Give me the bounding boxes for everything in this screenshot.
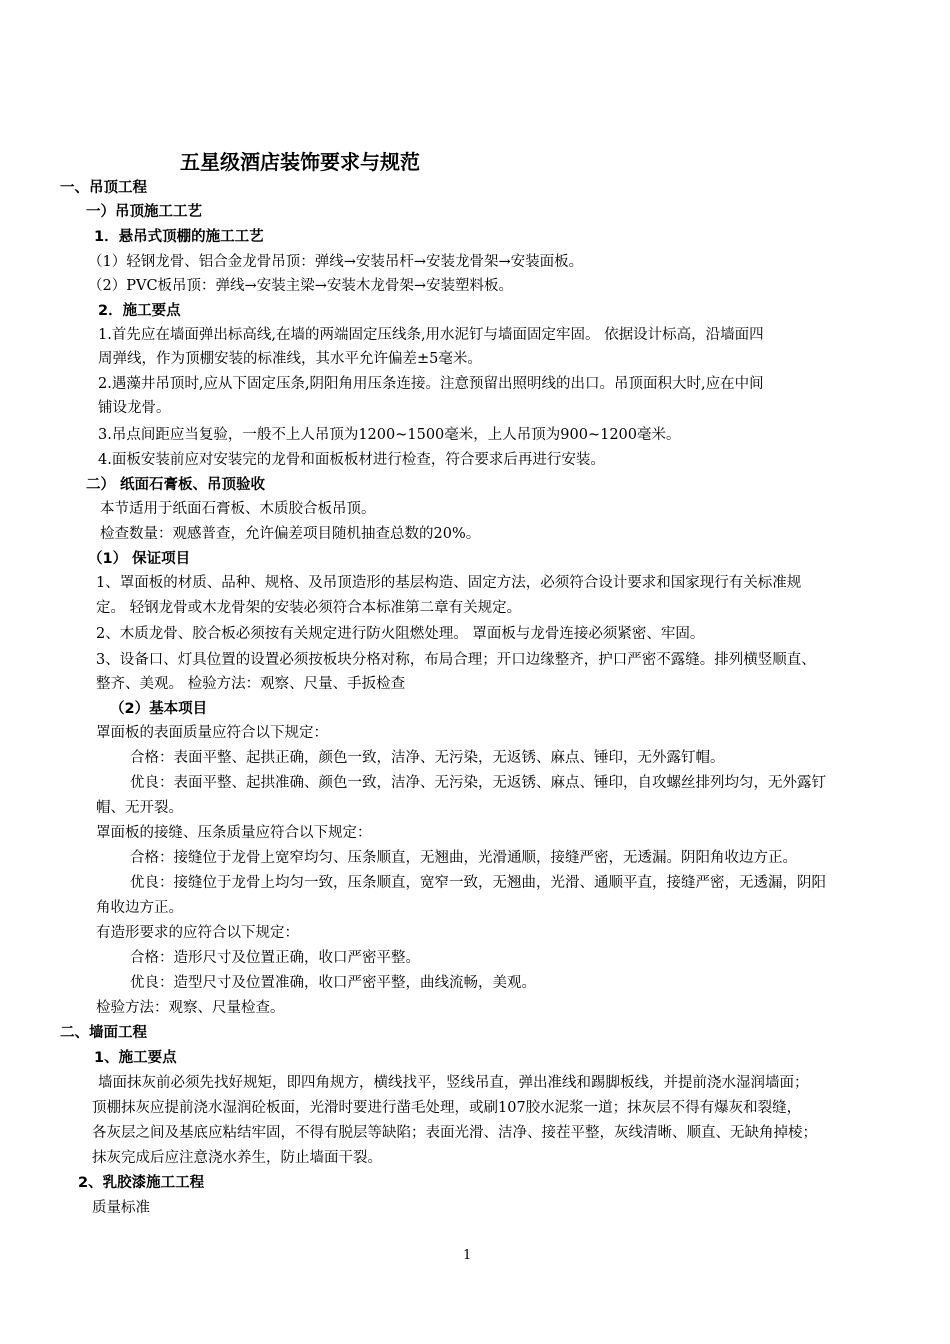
text-line: 优良：造型尺寸及位置准确，收口严密平整，曲线流畅，美观。 (130, 975, 536, 991)
text-line: 2、木质龙骨、胶合板必须按有关规定进行防火阻燃处理。 罩面板与龙骨连接必须紧密、牢固。 (96, 626, 705, 642)
text-line: 4.面板安装前应对安装完的龙骨和面板板材进行检查，符合要求后再进行安装。 (98, 452, 605, 468)
item-heading: （1） 保证项目 (88, 551, 191, 567)
text-line: 有造形要求的应符合以下规定： (96, 925, 299, 941)
text-line: 罩面板的接缝、压条质量应符合以下规定： (96, 825, 372, 841)
text-line: 3.吊点间距应当复验，一般不上人吊顶为1200~1500毫米，上人吊顶为900~1200毫米。 (98, 427, 681, 443)
text-line: 墙面抹灰前必须先找好规矩，即四角规方，横线找平，竖线吊直，弹出准线和踢脚板线，并提前浇水湿润墙面； (98, 1075, 809, 1091)
item-heading: （2）基本项目 (110, 701, 208, 717)
item-heading: 1、施工要点 (94, 1050, 177, 1066)
text-line: 周弹线，作为顶棚安装的标准线，其水平允许偏差±5毫米。 (98, 351, 482, 367)
section-heading: 一、吊顶工程 (60, 180, 147, 196)
text-line: 帽、无开裂。 (96, 800, 183, 816)
text-line: （2）PVC板吊顶：弹线→安装主梁→安装木龙骨架→安装塑料板。 (88, 278, 513, 294)
text-line: 定。 轻钢龙骨或木龙骨架的安装必须符合本标准第二章有关规定。 (96, 600, 522, 616)
text-line: 罩面板的表面质量应符合以下规定： (96, 725, 328, 741)
text-line: 整齐、美观。 检验方法：观察、尺量、手扳检查 (96, 676, 406, 692)
subsection-heading: 一）吊顶施工工艺 (86, 204, 202, 220)
text-line: 1.首先应在墙面弹出标高线,在墙的两端固定压线条,用水泥钉与墙面固定牢固。 依据设计标高，沿墙面四 (98, 327, 764, 343)
text-line: 各灰层之间及基底应粘结牢固，不得有脱层等缺陷；表面光滑、洁净、接茬平整，灰线清晰、顺直、无缺角掉棱； (92, 1125, 817, 1141)
text-line: 抹灰完成后应注意浇水养生，防止墙面干裂。 (92, 1150, 382, 1166)
item-heading: 2．施工要点 (98, 303, 181, 319)
text-line: 合格：表面平整、起拱正确，颜色一致，洁净、无污染，无返锈、麻点、锤印，无外露钉帽。 (130, 750, 725, 766)
text-line: 优良：接缝位于龙骨上均匀一致，压条顺直，宽窄一致，无翘曲，光滑、通顺平直，接缝严密，无透漏，阴阳 (130, 875, 826, 891)
text-line: 角收边方正。 (96, 900, 183, 916)
subsection-heading: 二） 纸面石膏板、吊顶验收 (86, 477, 266, 493)
section-heading: 二、墙面工程 (60, 1025, 147, 1041)
text-line: 3、设备口、灯具位置的设置必须按板块分格对称，布局合理；开口边缘整齐，护口严密不露缝。排列横竖顺直、 (96, 652, 816, 668)
text-line: 检验方法：观察、尺量检查。 (96, 1000, 285, 1016)
text-line: 2.遇藻井吊顶时,应从下固定压条,阴阳角用压条连接。注意预留出照明线的出口。吊顶面积大时,应在中间 (98, 376, 764, 392)
text-line: 检查数量：观感普查，允许偏差项目随机抽查总数的20%。 (100, 526, 481, 542)
text-line: 合格：接缝位于龙骨上宽窄均匀、压条顺直，无翘曲，光滑通顺，接缝严密，无透漏。阴阳角收边方正。 (130, 850, 797, 866)
page-number: 1 (463, 1248, 472, 1263)
item-heading: 1．悬吊式顶棚的施工工艺 (94, 229, 264, 245)
item-heading: 2、乳胶漆施工工程 (78, 1175, 205, 1191)
text-line: 顶棚抹灰应提前浇水湿润砼板面，光滑时要进行凿毛处理，或刷107胶水泥浆一道；抹灰层不得有爆灰和裂缝， (92, 1100, 802, 1116)
text-line: 本节适用于纸面石膏板、木质胶合板吊顶。 (100, 501, 376, 517)
page-title: 五星级酒店装饰要求与规范 (180, 150, 420, 174)
text-line: 质量标准 (92, 1200, 150, 1216)
text-line: 1、罩面板的材质、品种、规格、及吊顶造形的基层构造、固定方法，必须符合设计要求和国家现行有关标准规 (96, 575, 802, 591)
text-line: 合格：造形尺寸及位置正确，收口严密平整。 (130, 950, 420, 966)
text-line: 铺设龙骨。 (98, 400, 171, 416)
text-line: 优良：表面平整、起拱准确、颜色一致，洁净、无污染，无返锈、麻点、锤印，自攻螺丝排列均匀，无外露钉 (130, 775, 826, 791)
text-line: （1）轻钢龙骨、铝合金龙骨吊顶：弹线→安装吊杆→安装龙骨架→安装面板。 (88, 254, 584, 270)
